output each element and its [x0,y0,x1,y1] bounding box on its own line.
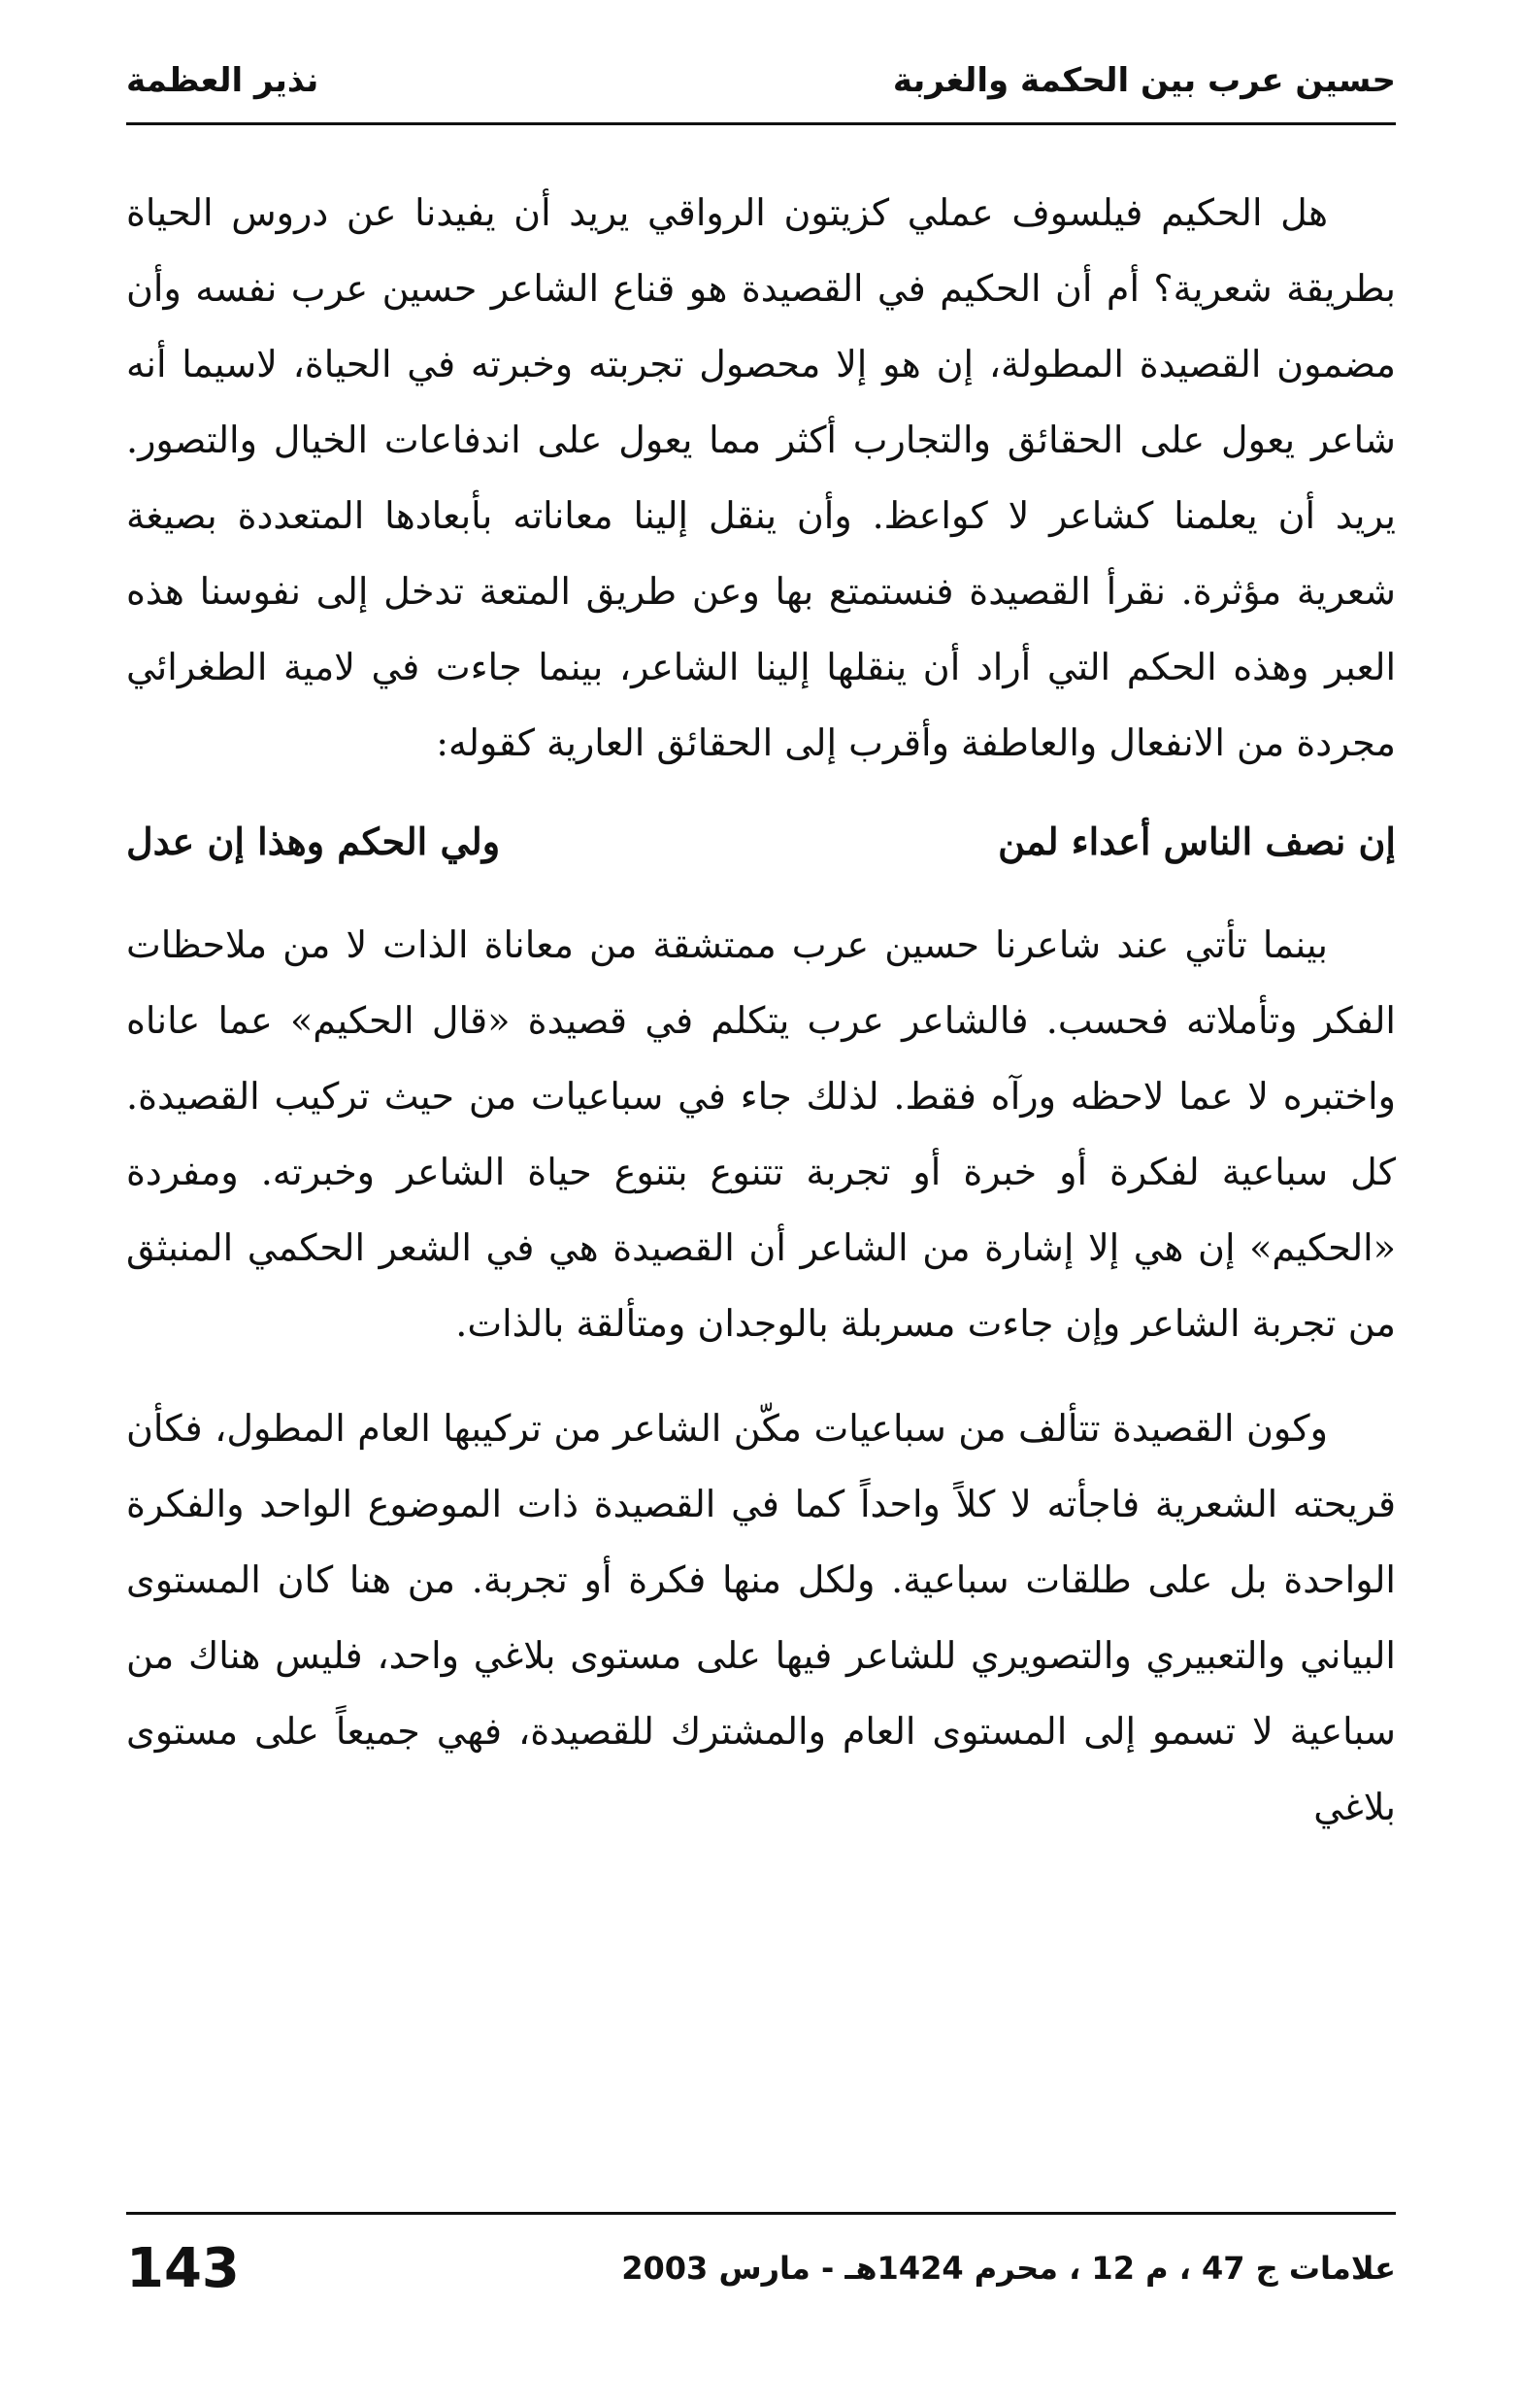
verse-second-hemistich: ولي الحكم وهذا إن عدل [126,819,501,863]
header-author-name: نذير العظمة [126,61,319,100]
paragraph-2: بينما تأتي عند شاعرنا حسين عرب ممتشقة من معاناة الذات لا من ملاحظات الفكر وتأملاته فحسب. فالشاعر عرب يتكلم في قصيدة «قال الحكيم» عما عاناه واختبره لا عما لاحظه ورآه فقط. لذلك جاء في سباعيات من حيث تركيب القصيدة. كل سباعية لفكرة أو خبرة أو تجربة تتنوع بتنوع حياة الشاعر وخبرته. ومفردة «الحكيم» إن هي إلا إشارة من الشاعر أن القصيدة هي في الشعر الحكمي المنبثق من تجربة الشاعر وإن جاءت مسربلة بالوجدان ومتألقة بالذات. [126,923,1396,1345]
header-article-title: حسين عرب بين الحكمة والغربة [892,61,1396,100]
page-footer [126,2212,1396,2322]
document-page [126,39,1396,2369]
running-header [126,39,1396,125]
paragraph-3: وكون القصيدة تتألف من سباعيات مكّن الشاعر من تركيبها العام المطول، فكأن قريحته الشعرية فاجأته لا كلاً واحداً كما في القصيدة ذات الموضوع الواحد والفكرة الواحدة بل على طلقات سباعية. ولكل منها فكرة أو تجربة. من هنا كان المستوى البياني والتعبيري والتصويري للشاعر فيها على مستوى بلاغي واحد، فليس هناك من سباعية لا تسمو إلى المستوى العام والمشترك للقصيدة، فهي جميعاً على مستوى بلاغي [126,1407,1396,1828]
journal-issue-info: علامات ج 47 ، م 12 ، محرم 1424هـ - مارس 2003 [621,2250,1396,2287]
verse-first-hemistich: إن نصف الناس أعداء لمن [998,819,1396,863]
article-body [126,175,1396,1845]
paragraph-1: هل الحكيم فيلسوف عملي كزيتون الرواقي يريد أن يفيدنا عن دروس الحياة بطريقة شعرية؟ أم أن الحكيم في القصيدة هو قناع الشاعر حسين عرب نفسه وأن مضمون القصيدة المطولة، إن هو إلا محصول تجربته وخبرته في الحياة، لاسيما أنه شاعر يعول على الحقائق والتجارب أكثر مما يعول على اندفاعات الخيال والتصور. يريد أن يعلمنا كشاعر لا كواعظ. وأن ينقل إلينا معاناته بأبعادها المتعددة بصيغة شعرية مؤثرة. نقرأ القصيدة فنستمتع بها وعن طريق المتعة تدخل إلى نفوسنا هذه العبر وهذه الحكم التي أراد أن ينقلها إلينا الشاعر، بينما جاءت في لامية الطغرائي مجردة من الانفعال والعاطفة وأقرب إلى الحقائق العارية كقوله: [126,191,1396,764]
poetry-verse [126,804,1396,880]
page-number: 143 [126,2236,240,2300]
